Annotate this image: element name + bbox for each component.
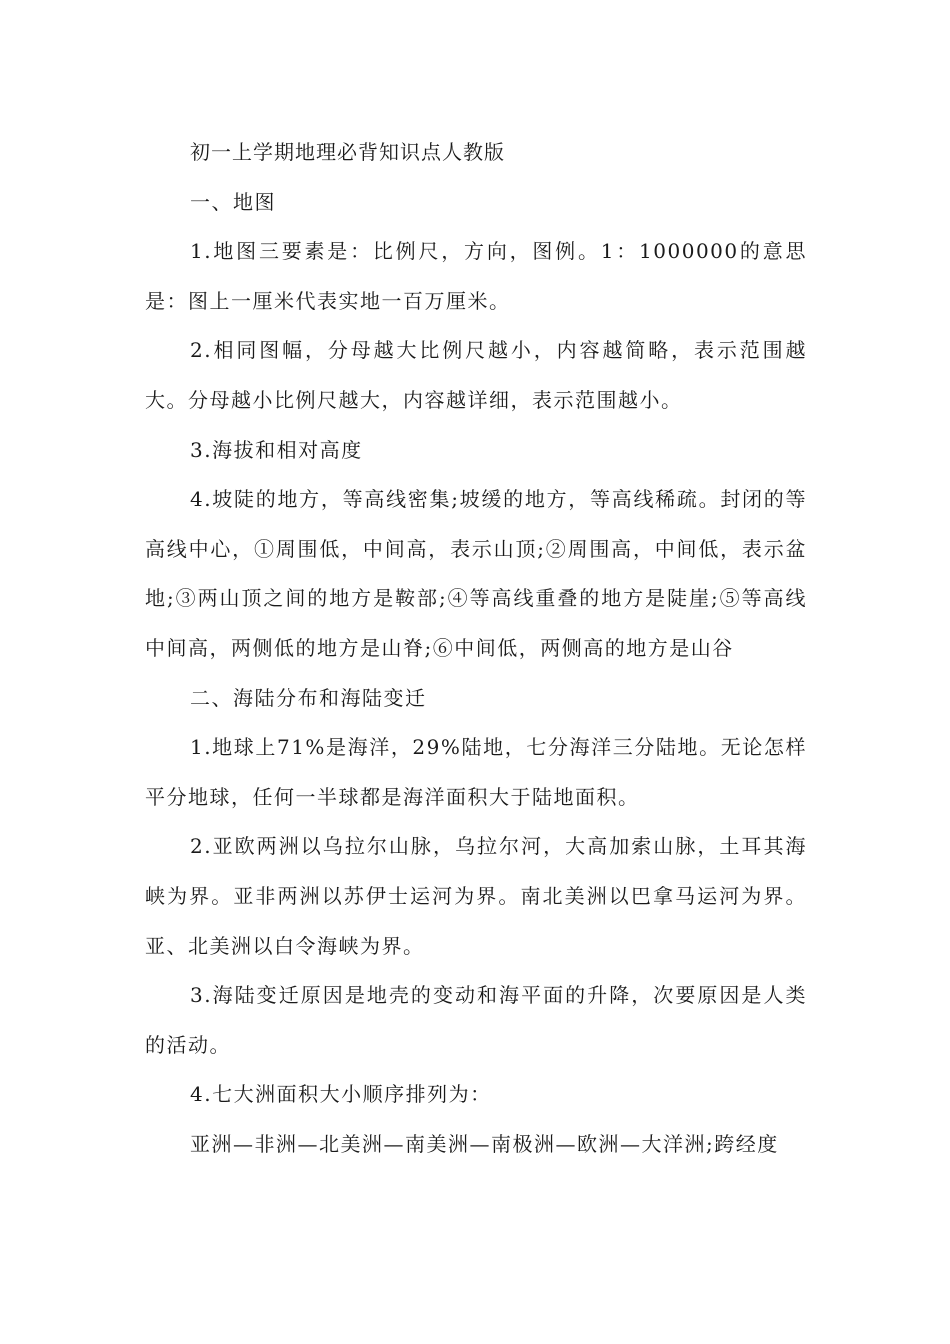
paragraph: 1.地图三要素是：比例尺，方向，图例。1：1000000的意思是：图上一厘米代表实地一百万厘米。 (145, 239, 807, 313)
document-title: 初一上学期地理必背知识点人教版 (190, 140, 505, 164)
paragraph: 3.海拔和相对高度 (190, 437, 363, 462)
paragraph: 2.亚欧两洲以乌拉尔山脉，乌拉尔河，大高加索山脉，土耳其海峡为界。亚非两洲以苏伊士运河为界。南北美洲以巴拿马运河为界。亚、北美洲以白令海峡为界。 (145, 834, 807, 958)
paragraph: 1.地球上71%是海洋，29%陆地，七分海洋三分陆地。无论怎样平分地球，任何一半球都是海洋面积大于陆地面积。 (145, 735, 807, 809)
section-heading-land-sea: 二、海陆分布和海陆变迁 (190, 685, 427, 710)
paragraph: 4.七大洲面积大小顺序排列为： (190, 1082, 492, 1107)
section-heading-map: 一、地图 (190, 189, 276, 214)
paragraph: 3.海陆变迁原因是地壳的变动和海平面的升降，次要原因是人类的活动。 (145, 983, 807, 1057)
paragraph: 4.坡陡的地方，等高线密集;坡缓的地方，等高线稀疏。封闭的等高线中心，①周围低，中间高，表示山顶;②周围高，中间低，表示盆地;③两山顶之间的地方是鞍部;④等高线重叠的地方是陡崖;⑤等高线中间高，两侧低的地方是山脊;⑥中间低，两侧高的地方是山谷 (145, 487, 807, 660)
paragraph: 亚洲—非洲—北美洲—南美洲—南极洲—欧洲—大洋洲;跨经度 (190, 1131, 779, 1156)
document-body (145, 128, 807, 1169)
paragraph: 2.相同图幅，分母越大比例尺越小，内容越简略，表示范围越大。分母越小比例尺越大，内容越详细，表示范围越小。 (145, 338, 807, 412)
